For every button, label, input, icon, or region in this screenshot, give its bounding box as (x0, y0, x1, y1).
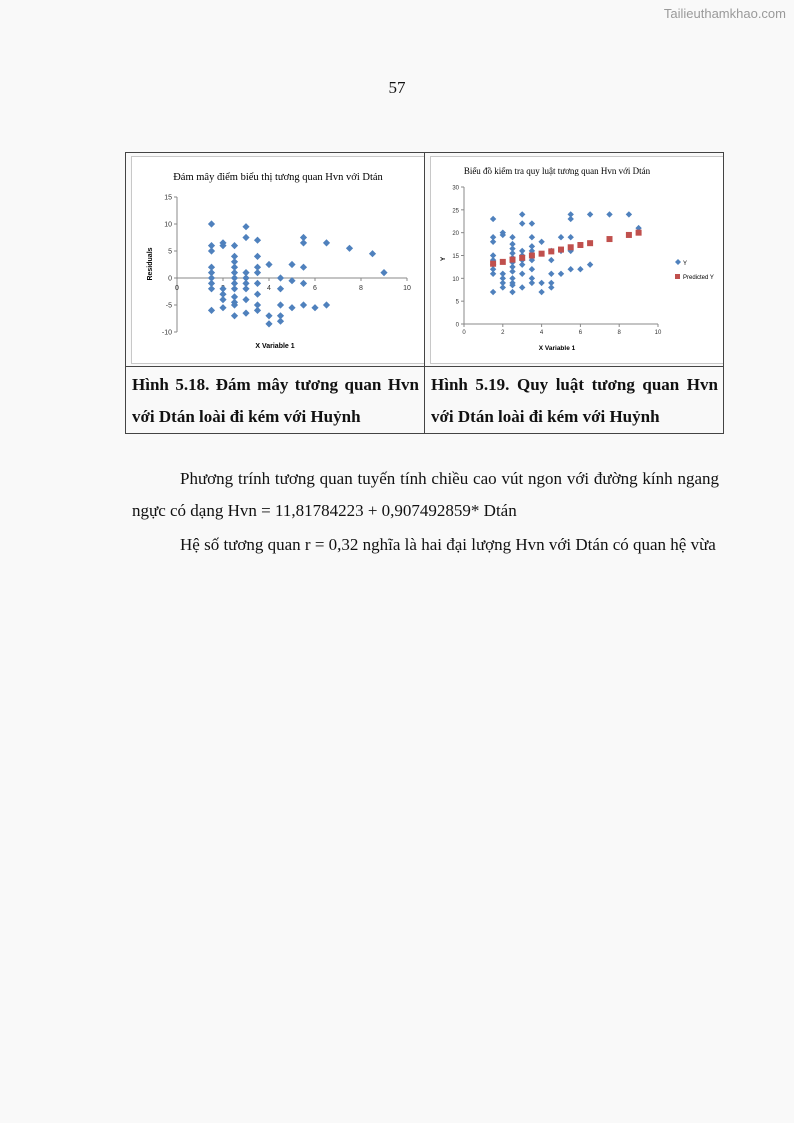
legend-marker-predicted (675, 274, 680, 279)
data-point (300, 301, 307, 308)
data-point (490, 216, 496, 222)
data-point (254, 291, 261, 298)
data-point (323, 239, 330, 246)
data-point (548, 257, 554, 263)
x-tick-label: 0 (175, 285, 179, 292)
data-point (568, 234, 574, 240)
y-tick-label: 10 (452, 276, 459, 283)
watermark: Tailieuthamkhao.com (663, 6, 786, 21)
predicted-point (577, 242, 583, 248)
data-point (568, 216, 574, 222)
data-point (231, 285, 238, 292)
y-tick-label: 25 (452, 208, 459, 215)
data-point (490, 239, 496, 245)
data-point (288, 304, 295, 311)
y-tick-label: 20 (452, 231, 459, 238)
data-point (529, 234, 535, 240)
data-point (558, 271, 564, 277)
data-point (242, 285, 249, 292)
figure-5-18-caption: Hình 5.18. Đám mây tương quan Hvn với Dtán loài đi kém với Huỷnh (126, 367, 425, 434)
predicted-point (548, 248, 554, 254)
data-point (626, 211, 632, 217)
x-tick-label: 0 (462, 330, 466, 336)
data-point (346, 245, 353, 252)
predicted-point (500, 259, 506, 265)
y-tick-label: 0 (455, 322, 459, 329)
y-tick-label: 5 (168, 248, 172, 256)
data-point (529, 220, 535, 226)
data-point (254, 280, 261, 287)
data-point (519, 211, 525, 217)
figure-5-18-cell (126, 153, 425, 367)
predicted-point (519, 255, 525, 261)
predicted-point (626, 232, 632, 238)
y-tick-label: 5 (455, 299, 459, 306)
y-tick-label: 15 (452, 254, 459, 260)
chart-title: Đám mây điểm biểu thị tương quan Hvn với Dtán (173, 172, 383, 183)
data-point (606, 211, 612, 217)
data-point (219, 296, 226, 303)
legend-label-y: Y (683, 261, 688, 267)
figure-5-19-cell (425, 153, 724, 367)
x-tick-label: 8 (359, 285, 363, 292)
data-point (242, 310, 249, 317)
data-point (265, 261, 272, 268)
data-point (529, 266, 535, 272)
data-point (254, 269, 261, 276)
predicted-point (490, 261, 496, 267)
y-tick-label: 10 (164, 221, 172, 229)
data-point (369, 250, 376, 257)
predicted-point (529, 253, 535, 259)
x-tick-label: 10 (654, 330, 662, 336)
predicted-point (636, 230, 642, 236)
x-tick-label: 2 (501, 330, 505, 336)
data-point (300, 264, 307, 271)
y-tick-label: 15 (164, 194, 172, 202)
y-axis-label: Y (440, 256, 447, 262)
data-point (529, 280, 535, 286)
data-point (380, 269, 387, 276)
x-tick-label: 10 (403, 285, 411, 292)
predicted-point (539, 251, 545, 257)
x-axis-label: X Variable 1 (538, 345, 576, 352)
data-point (548, 284, 554, 290)
figure-table (125, 152, 724, 434)
y-tick-label: 0 (168, 275, 172, 283)
data-point (519, 220, 525, 226)
regression-scatter-chart (431, 157, 723, 363)
data-point (208, 285, 215, 292)
data-point (277, 274, 284, 281)
legend (675, 259, 714, 281)
data-point (208, 220, 215, 227)
data-point (538, 289, 544, 295)
data-point (219, 304, 226, 311)
data-point (509, 268, 515, 274)
data-point (311, 304, 318, 311)
data-point (242, 223, 249, 230)
equation-paragraph: Phương trính tương quan tuyến tính chiều cao vút ngon với đường kính ngang ngực có dạng Hvn = 11,81784223 + 0,907492859* Dtán (132, 469, 719, 520)
data-point (208, 247, 215, 254)
data-point (300, 239, 307, 246)
data-point (500, 284, 506, 290)
predicted-point (607, 236, 613, 242)
residuals-scatter-chart (132, 157, 424, 363)
data-point (490, 289, 496, 295)
data-point (208, 307, 215, 314)
y-tick-label: -10 (161, 329, 172, 337)
data-point (538, 239, 544, 245)
data-point (242, 296, 249, 303)
predicted-point (558, 247, 564, 253)
data-point (538, 280, 544, 286)
data-point (300, 280, 307, 287)
y-axis-label: Residuals (147, 247, 154, 281)
data-point (265, 320, 272, 327)
data-point (277, 301, 284, 308)
x-tick-label: 4 (267, 285, 271, 292)
predicted-point (568, 244, 574, 250)
data-point (577, 266, 583, 272)
figure-5-18-chart (131, 156, 425, 364)
data-point (587, 261, 593, 267)
y-tick-label: 30 (452, 185, 459, 192)
data-point (288, 261, 295, 268)
data-point (242, 234, 249, 241)
data-point (231, 312, 238, 319)
figure-5-19-chart (430, 156, 724, 364)
data-point (548, 271, 554, 277)
data-point (519, 284, 525, 290)
data-point (568, 266, 574, 272)
data-point (509, 234, 515, 240)
predicted-point (587, 240, 593, 246)
x-axis-label: X Variable 1 (255, 343, 295, 350)
data-point (519, 271, 525, 277)
x-tick-label: 6 (578, 330, 583, 336)
data-point (231, 242, 238, 249)
chart-marks (452, 186, 662, 337)
chart-marks (162, 195, 411, 337)
data-point (254, 307, 261, 314)
data-point (254, 253, 261, 260)
data-point (519, 261, 525, 267)
x-tick-label: 6 (313, 285, 317, 292)
data-point (254, 237, 261, 244)
predicted-point (510, 257, 516, 263)
data-point (323, 301, 330, 308)
data-point (490, 271, 496, 277)
page-number: 57 (388, 78, 406, 97)
figure-5-19-caption: Hình 5.19. Quy luật tương quan Hvn với Dtán loài đi kém với Huỷnh (425, 367, 724, 434)
legend-label-predicted: Predicted Y (683, 275, 714, 281)
data-point (277, 318, 284, 325)
y-tick-label: -5 (165, 302, 172, 310)
data-point (558, 234, 564, 240)
chart-title: Biểu đồ kiểm tra quy luật tương quan Hvn với Dtán (463, 166, 651, 176)
data-point (277, 285, 284, 292)
x-tick-label: 4 (539, 330, 544, 336)
data-point (587, 211, 593, 217)
data-point (265, 312, 272, 319)
data-point (509, 289, 515, 295)
correlation-paragraph: Hệ số tương quan r = 0,32 nghĩa là hai đại lượng Hvn với Dtán có quan hệ vừa (180, 535, 716, 554)
legend-marker-y (675, 259, 681, 265)
x-tick-label: 8 (617, 330, 621, 336)
